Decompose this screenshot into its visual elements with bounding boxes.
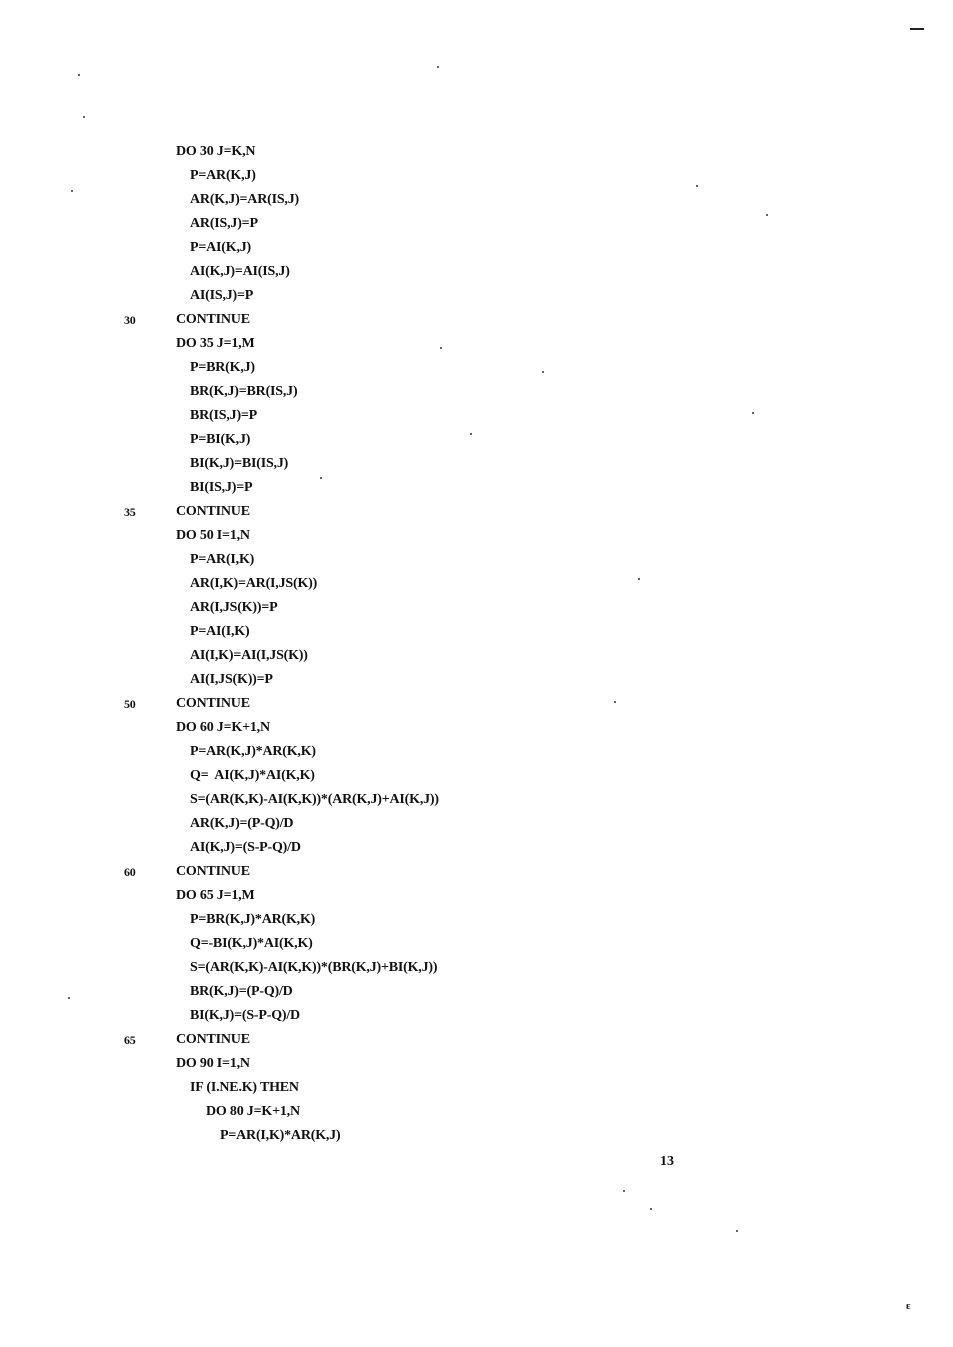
code-line [0, 380, 953, 404]
statement-text: AI(I,JS(K))=P [190, 672, 273, 687]
code-line [0, 164, 953, 188]
statement-text: BI(K,J)=BI(IS,J) [190, 456, 289, 471]
statement-text: BI(IS,J)=P [190, 480, 253, 495]
statement-text: AR(IS,J)=P [190, 216, 258, 231]
scan-speck [68, 997, 70, 999]
scan-speck [736, 1230, 738, 1232]
code-line [0, 764, 953, 788]
statement-text: AI(IS,J)=P [190, 288, 254, 303]
statement-text: S=(AR(K,K)-AI(K,K))*(BR(K,J)+BI(K,J)) [190, 960, 438, 975]
code-line [0, 620, 953, 644]
statement-text: DO 50 I=1,N [176, 528, 250, 543]
code-line [0, 500, 953, 524]
code-line [0, 524, 953, 548]
scan-speck [71, 190, 73, 192]
scan-speck [650, 1208, 652, 1210]
code-line [0, 908, 953, 932]
statement-text: P=BI(K,J) [190, 432, 251, 447]
scan-speck [752, 412, 754, 414]
code-line [0, 236, 953, 260]
code-line [0, 476, 953, 500]
code-line [0, 548, 953, 572]
code-line [0, 1052, 953, 1076]
statement-text: IF (I.NE.K) THEN [190, 1080, 299, 1095]
corner-dash-mark [910, 28, 924, 30]
statement-label: 35 [124, 505, 136, 519]
statement-text: AR(K,J)=AR(IS,J) [190, 192, 299, 207]
statement-text: AR(I,JS(K))=P [190, 600, 278, 615]
corner-ink-mark: ᵋ [906, 1298, 911, 1318]
code-line [0, 1100, 953, 1124]
code-line [0, 452, 953, 476]
statement-text: BI(K,J)=(S-P-Q)/D [190, 1008, 300, 1023]
statement-text: P=AR(I,K) [190, 552, 255, 567]
scan-speck [470, 433, 472, 435]
statement-text: P=BR(K,J) [190, 360, 255, 375]
code-line [0, 644, 953, 668]
code-line [0, 332, 953, 356]
statement-text: S=(AR(K,K)-AI(K,K))*(AR(K,J)+AI(K,J)) [190, 792, 439, 807]
code-line [0, 740, 953, 764]
statement-text: CONTINUE [176, 864, 250, 879]
statement-label: 30 [124, 313, 136, 327]
statement-text: DO 35 J=1,M [176, 336, 255, 351]
scan-speck [623, 1190, 625, 1192]
code-line [0, 308, 953, 332]
statement-text: DO 60 J=K+1,N [176, 720, 270, 735]
statement-text: DO 90 I=1,N [176, 1056, 250, 1071]
scan-speck [696, 185, 698, 187]
statement-text: Q=-BI(K,J)*AI(K,K) [190, 936, 313, 951]
statement-label: 65 [124, 1033, 136, 1047]
statement-text: AI(K,J)=(S-P-Q)/D [190, 840, 301, 855]
statement-text: AR(K,J)=(P-Q)/D [190, 816, 294, 831]
statement-text: AR(I,K)=AR(I,JS(K)) [190, 576, 318, 591]
statement-text: DO 65 J=1,M [176, 888, 255, 903]
statement-label: 50 [124, 697, 136, 711]
code-line [0, 692, 953, 716]
code-line [0, 572, 953, 596]
scan-speck [78, 74, 80, 76]
statement-text: P=BR(K,J)*AR(K,K) [190, 912, 316, 927]
code-line [0, 1004, 953, 1028]
code-line [0, 1124, 953, 1148]
code-line [0, 788, 953, 812]
statement-text: DO 80 J=K+1,N [206, 1104, 300, 1119]
statement-text: CONTINUE [176, 696, 250, 711]
statement-text: P=AI(I,K) [190, 624, 250, 639]
statement-text: BR(IS,J)=P [190, 408, 258, 423]
code-line [0, 212, 953, 236]
statement-text: CONTINUE [176, 1032, 250, 1047]
scan-speck [614, 701, 616, 703]
statement-text: P=AR(I,K)*AR(K,J) [220, 1128, 341, 1143]
scan-speck [320, 477, 322, 479]
statement-text: CONTINUE [176, 504, 250, 519]
scan-speck [766, 214, 768, 216]
code-line [0, 596, 953, 620]
code-line [0, 860, 953, 884]
statement-text: AI(K,J)=AI(IS,J) [190, 264, 290, 279]
code-line [0, 716, 953, 740]
statement-text: AI(I,K)=AI(I,JS(K)) [190, 648, 308, 663]
fortran-code-listing [0, 140, 953, 1148]
scan-speck [437, 66, 439, 68]
code-line [0, 932, 953, 956]
code-line [0, 1028, 953, 1052]
statement-text: CONTINUE [176, 312, 250, 327]
code-line [0, 1076, 953, 1100]
statement-text: BR(K,J)=BR(IS,J) [190, 384, 298, 399]
code-line [0, 188, 953, 212]
scan-speck [440, 347, 442, 349]
scan-speck [638, 578, 640, 580]
code-line [0, 284, 953, 308]
code-line [0, 404, 953, 428]
code-line [0, 356, 953, 380]
code-line [0, 260, 953, 284]
code-line [0, 884, 953, 908]
code-line [0, 812, 953, 836]
statement-text: P=AR(K,J) [190, 168, 256, 183]
statement-text: DO 30 J=K,N [176, 144, 256, 159]
code-line [0, 980, 953, 1004]
statement-text: P=AR(K,J)*AR(K,K) [190, 744, 316, 759]
statement-label: 60 [124, 865, 136, 879]
code-line [0, 140, 953, 164]
scan-speck [542, 371, 544, 373]
code-line [0, 428, 953, 452]
code-line [0, 956, 953, 980]
scan-speck [83, 116, 85, 118]
code-line [0, 836, 953, 860]
code-line [0, 668, 953, 692]
statement-text: BR(K,J)=(P-Q)/D [190, 984, 293, 999]
statement-text: P=AI(K,J) [190, 240, 252, 255]
page-number: 13 [660, 1154, 674, 1169]
statement-text: Q= AI(K,J)*AI(K,K) [190, 768, 315, 783]
